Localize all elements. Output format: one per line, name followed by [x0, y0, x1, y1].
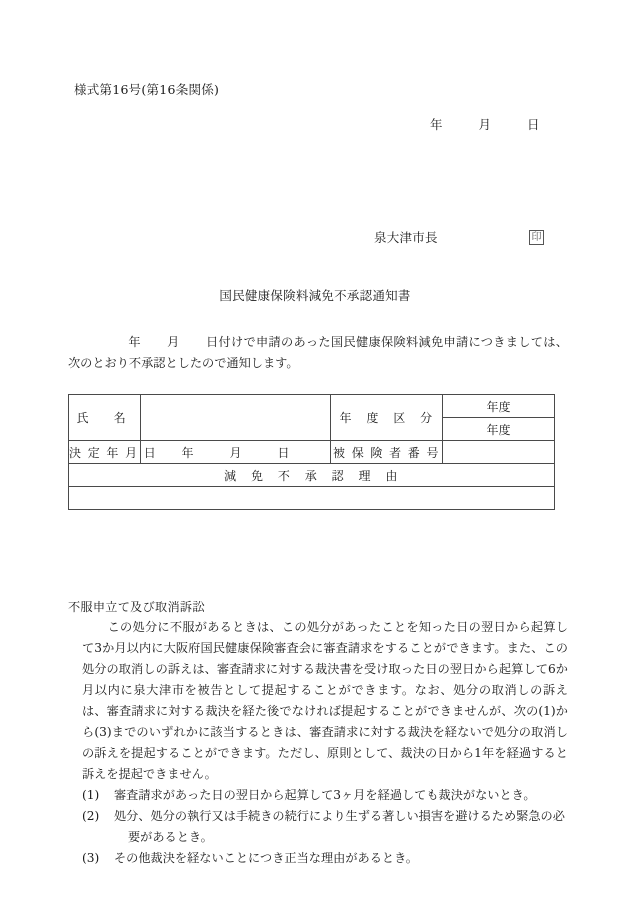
appeals-section: [68, 617, 568, 869]
notification-table: [68, 394, 555, 510]
intro-year-label: 年: [128, 335, 141, 349]
seal-icon: 印: [529, 230, 544, 245]
page-title: 国民健康保険料減免不承認通知書: [219, 288, 411, 303]
table-row-decision: [69, 441, 555, 464]
appeals-heading: 不服申立て及び取消訴訟: [68, 600, 205, 614]
date-month-label: 月: [478, 117, 491, 132]
date-line: [430, 115, 539, 133]
table-row-name: [69, 395, 555, 418]
list-item-continuation: 要があるとき。: [128, 830, 213, 844]
nendo-lower[interactable]: 年度: [443, 418, 555, 441]
form-number: 様式第16号(第16条関係): [74, 82, 220, 97]
insured-number-value[interactable]: [443, 441, 555, 464]
issuer-row: [374, 228, 544, 246]
reason-header: 減 免 不 承 認 理 由: [69, 464, 555, 487]
list-item-marker: (1): [82, 788, 100, 802]
decision-date-value[interactable]: 年 月 日: [141, 441, 331, 464]
reason-body[interactable]: [69, 487, 555, 510]
list-item-text: 審査請求があった日の翌日から起算して3ヶ月を経過しても裁決がないとき。: [114, 788, 536, 802]
appeals-item-list: [68, 785, 568, 869]
date-day-label: 日: [526, 117, 540, 132]
intro-month-label: 月: [166, 335, 180, 349]
name-value[interactable]: [141, 395, 331, 441]
list-item: [68, 785, 568, 806]
list-item-text: 処分、処分の執行又は手続きの続行により生ずる著しい損害を避けるため緊急の必: [114, 809, 565, 823]
table-row-reason-body: [69, 487, 555, 510]
name-label: 氏 名: [69, 395, 141, 441]
appeals-paragraph: この処分に不服があるときは、この処分があったことを知った日の翌日から起算して3か月以内に大阪府国民健康保険審査会に審査請求をすることができます。また、この処分の取消しの訴えは、審査請求に対する裁決書を受け取った日の翌日から起算して6か月以内に泉大津市を被告として提起することができます。なお、処分の取消しの訴えは、審査請求に対する裁決を経た後でなければ提起することができませんが、次の(1)から(3)までのいずれかに該当するときは、審査請求に対する裁決を経ないで処分の取消しの訴えを提起することができます。ただし、原則として、裁決の日から1年を経過すると訴えを提起できません。: [82, 620, 568, 781]
year-class-label: 年 度 区 分: [331, 395, 443, 441]
list-item: [68, 806, 568, 848]
intro-body-text: 日付けで申請のあった国民健康保険料減免申請につきましては、次のとおり不承認としたので通知します。: [68, 335, 568, 370]
list-item-text: その他裁決を経ないことにつき正当な理由があるとき。: [114, 851, 418, 865]
insured-number-label: 被 保 険 者 番 号: [331, 441, 443, 464]
nendo-upper[interactable]: 年度: [443, 395, 555, 418]
table-row-reason-header: [69, 464, 555, 487]
date-year-label: 年: [430, 117, 443, 132]
intro-paragraph: [68, 332, 568, 374]
decision-date-label: 決 定 年 月 日: [69, 441, 141, 464]
list-item-marker: (2): [82, 809, 100, 823]
list-item-marker: (3): [82, 851, 100, 865]
issuer-name: 泉大津市長: [374, 230, 438, 245]
list-item: [68, 848, 568, 869]
